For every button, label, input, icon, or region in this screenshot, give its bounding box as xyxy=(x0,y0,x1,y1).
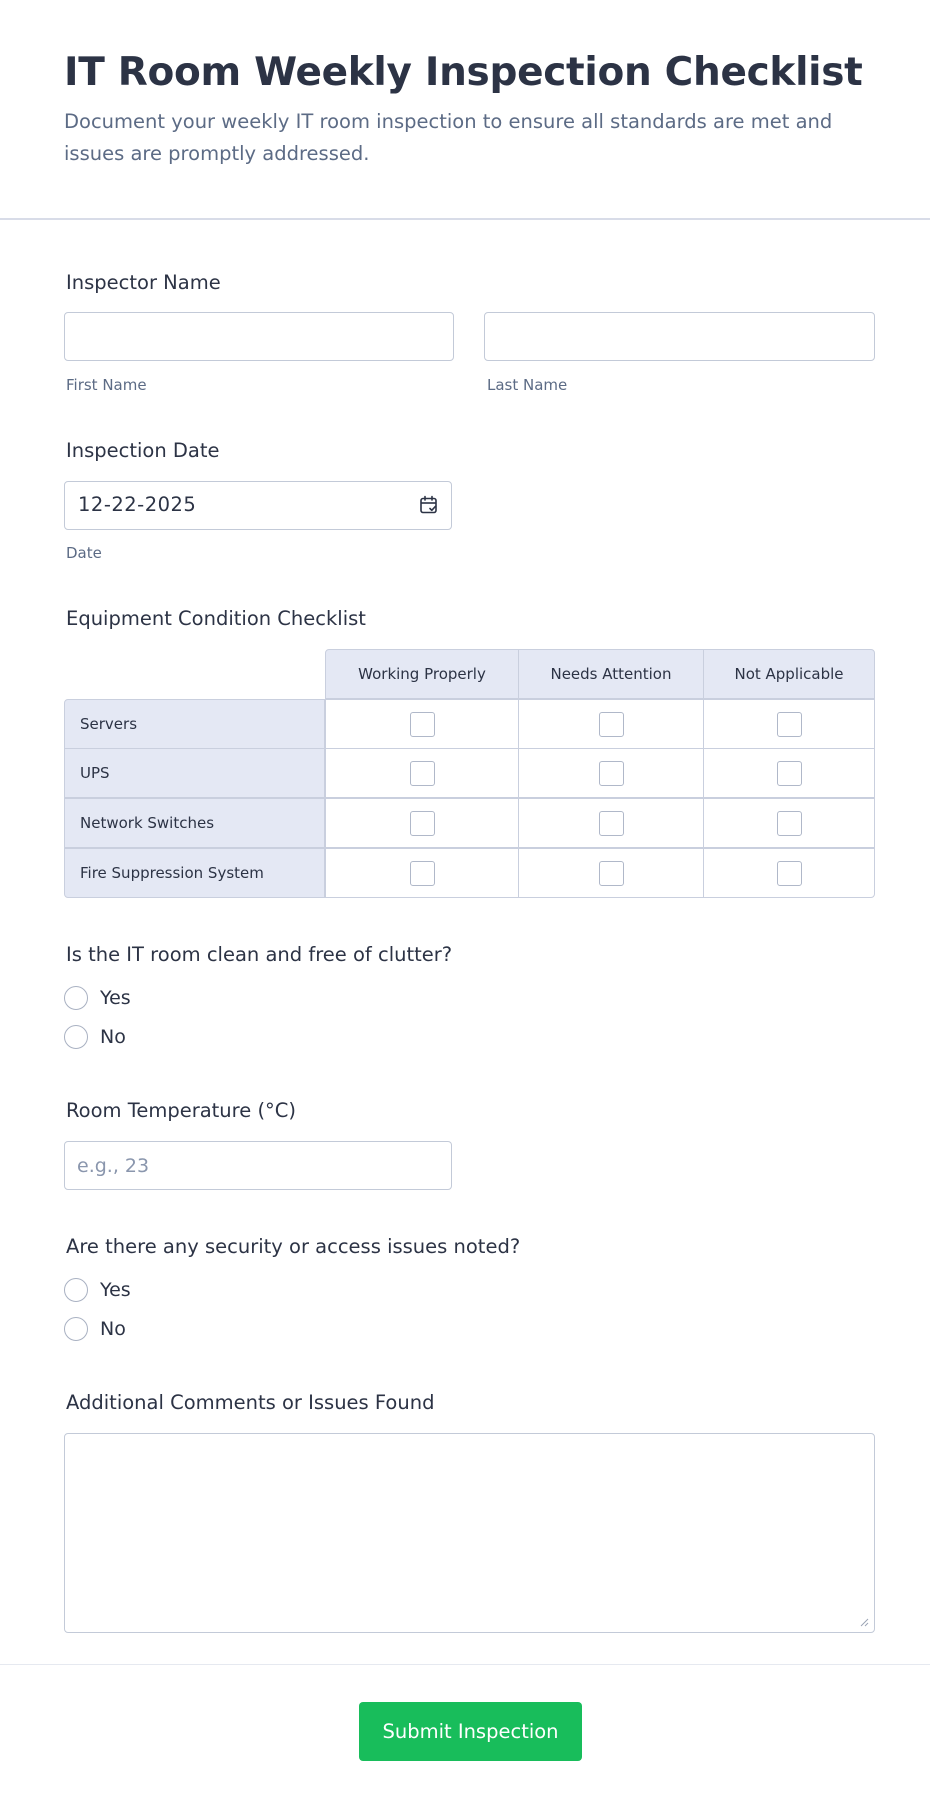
matrix-cell xyxy=(703,798,875,848)
security-yes-option[interactable] xyxy=(64,1277,131,1303)
matrix-cell xyxy=(703,699,875,749)
matrix-cell xyxy=(325,748,519,798)
radio-button[interactable] xyxy=(64,1317,88,1341)
calendar-icon[interactable] xyxy=(419,495,439,515)
fire-attention-checkbox[interactable] xyxy=(599,861,624,886)
matrix-cell xyxy=(325,699,519,749)
radio-button[interactable] xyxy=(64,986,88,1010)
room-clean-no-option[interactable] xyxy=(64,1024,126,1050)
servers-na-checkbox[interactable] xyxy=(777,712,802,737)
fire-na-checkbox[interactable] xyxy=(777,861,802,886)
inspection-date-value: 12-22-2025 xyxy=(78,493,197,516)
inspection-date-input[interactable] xyxy=(64,481,452,530)
matrix-cell xyxy=(703,748,875,798)
radio-label: Yes xyxy=(100,1279,131,1301)
row-fire-suppression: Fire Suppression System xyxy=(64,848,325,898)
inspector-name-label: Inspector Name xyxy=(66,271,221,294)
ups-attention-checkbox[interactable] xyxy=(599,761,624,786)
form-description: Document your weekly IT room inspection to ensure all standards are met and issues are promptly addressed. xyxy=(64,110,833,165)
inspection-date-label: Inspection Date xyxy=(66,439,220,462)
matrix-cell xyxy=(518,798,704,848)
radio-button[interactable] xyxy=(64,1025,88,1049)
switches-working-checkbox[interactable] xyxy=(410,811,435,836)
matrix-cell xyxy=(518,848,704,898)
footer-divider xyxy=(0,1664,930,1665)
matrix-cell xyxy=(518,699,704,749)
radio-label: No xyxy=(100,1026,126,1048)
last-name-sublabel: Last Name xyxy=(487,376,568,394)
room-temperature-input[interactable] xyxy=(64,1141,452,1190)
matrix-cell xyxy=(703,848,875,898)
first-name-sublabel: First Name xyxy=(66,376,147,394)
security-no-option[interactable] xyxy=(64,1316,126,1342)
security-issues-label: Are there any security or access issues noted? xyxy=(66,1235,521,1258)
equipment-checklist-label: Equipment Condition Checklist xyxy=(66,607,366,630)
date-sublabel: Date xyxy=(66,544,102,562)
servers-working-checkbox[interactable] xyxy=(410,712,435,737)
column-not-applicable: Not Applicable xyxy=(703,649,875,699)
matrix-cell xyxy=(518,748,704,798)
switches-attention-checkbox[interactable] xyxy=(599,811,624,836)
comments-label: Additional Comments or Issues Found xyxy=(66,1391,435,1414)
column-needs-attention: Needs Attention xyxy=(518,649,704,699)
room-temperature-label: Room Temperature (°C) xyxy=(66,1099,297,1122)
ups-na-checkbox[interactable] xyxy=(777,761,802,786)
row-servers: Servers xyxy=(64,699,325,749)
radio-label: No xyxy=(100,1318,126,1340)
form-title: IT Room Weekly Inspection Checklist xyxy=(64,50,863,95)
matrix-cell xyxy=(325,848,519,898)
row-ups: UPS xyxy=(64,748,325,798)
submit-inspection-button[interactable]: Submit Inspection xyxy=(359,1702,582,1761)
room-clean-yes-option[interactable] xyxy=(64,985,131,1011)
resize-grip-icon[interactable] xyxy=(859,1617,869,1627)
ups-working-checkbox[interactable] xyxy=(410,761,435,786)
radio-button[interactable] xyxy=(64,1278,88,1302)
equipment-condition-matrix xyxy=(64,649,875,898)
switches-na-checkbox[interactable] xyxy=(777,811,802,836)
form-header xyxy=(0,0,930,220)
servers-attention-checkbox[interactable] xyxy=(599,712,624,737)
comments-textarea[interactable] xyxy=(64,1433,875,1633)
last-name-input[interactable] xyxy=(484,312,875,361)
radio-label: Yes xyxy=(100,987,131,1009)
row-network-switches: Network Switches xyxy=(64,798,325,848)
room-clean-label: Is the IT room clean and free of clutter? xyxy=(66,943,453,966)
matrix-cell xyxy=(325,798,519,848)
fire-working-checkbox[interactable] xyxy=(410,861,435,886)
first-name-input[interactable] xyxy=(64,312,454,361)
column-working-properly: Working Properly xyxy=(325,649,519,699)
